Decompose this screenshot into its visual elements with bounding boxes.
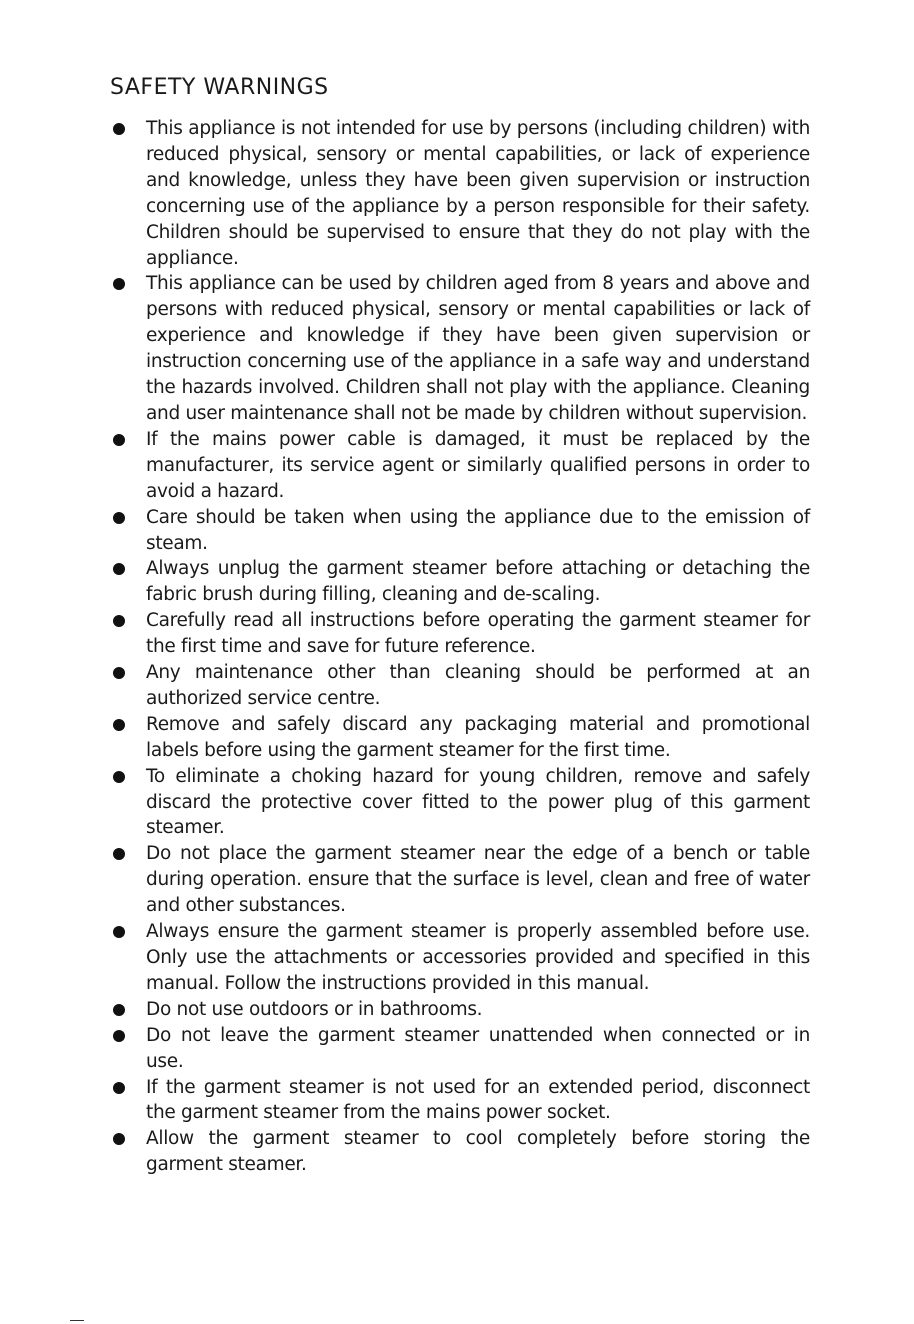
bullet-icon bbox=[113, 1030, 125, 1042]
bullet-icon bbox=[113, 563, 125, 575]
warning-item bbox=[110, 427, 810, 505]
bullet-icon bbox=[113, 123, 125, 135]
bullet-icon bbox=[113, 1004, 125, 1016]
warning-text: Do not use outdoors or in bathrooms. bbox=[146, 998, 483, 1020]
warning-item bbox=[110, 997, 810, 1023]
warning-item bbox=[110, 116, 810, 271]
warning-item bbox=[110, 556, 810, 608]
warning-text: Allow the garment steamer to cool completely before storing the garment steamer. bbox=[146, 1128, 810, 1176]
warning-text: To eliminate a choking hazard for young children, remove and safely discard the protective cover fitted to the power plug of this garment steamer. bbox=[146, 765, 810, 839]
warning-item bbox=[110, 764, 810, 842]
warning-item bbox=[110, 660, 810, 712]
warning-text: If the mains power cable is damaged, it must be replaced by the manufacturer, its service agent or similarly qualified persons in order to avoid a hazard. bbox=[146, 428, 810, 502]
bullet-icon bbox=[113, 1082, 125, 1094]
bullet-icon bbox=[113, 719, 125, 731]
bullet-icon bbox=[113, 667, 125, 679]
safety-warning-list bbox=[110, 116, 810, 1178]
bullet-icon bbox=[113, 926, 125, 938]
warning-text: This appliance can be used by children aged from 8 years and above and persons with reduced physical, sensory or mental capabilities or lack of experience and knowledge if they have been given supervision or instruction concerning use of the appliance in a safe way and understand the hazards involved. Children shall not play with the appliance. Cleaning and user maintenance shall not be made by children without supervision. bbox=[146, 273, 810, 424]
warning-text: Any maintenance other than cleaning should be performed at an authorized service centre. bbox=[146, 662, 810, 709]
warning-item bbox=[110, 1075, 810, 1127]
warning-text: Do not place the garment steamer near the edge of a bench or table during operation. ensure that the surface is level, clean and free of water and other substances. bbox=[146, 843, 810, 917]
page-title: SAFETY WARNINGS bbox=[110, 75, 329, 100]
warning-text: This appliance is not intended for use by persons (including children) with reduced physical, sensory or mental capabilities, or lack of experience and knowledge, unless they have been given supervision or instruction concerning use of the appliance by a person responsible for their safety. Children should be supervised to ensure that they do not play with the appliance. bbox=[146, 118, 810, 269]
warning-item bbox=[110, 1126, 810, 1178]
bullet-icon bbox=[113, 615, 125, 627]
warning-item bbox=[110, 608, 810, 660]
warning-item bbox=[110, 919, 810, 997]
warning-item bbox=[110, 1023, 810, 1075]
bullet-icon bbox=[113, 512, 125, 524]
warning-text: Always unplug the garment steamer before attaching or detaching the fabric brush during filling, cleaning and de-scaling. bbox=[146, 558, 810, 606]
warning-text: Do not leave the garment steamer unattended when connected or in use. bbox=[146, 1024, 810, 1072]
bullet-icon bbox=[113, 278, 125, 290]
warning-item bbox=[110, 841, 810, 919]
warning-item bbox=[110, 712, 810, 764]
warning-item bbox=[110, 271, 810, 426]
warning-text: Remove and safely discard any packaging material and promotional labels before using the garment steamer for the first time. bbox=[146, 713, 810, 761]
bullet-icon bbox=[113, 771, 125, 783]
warning-text: Always ensure the garment steamer is properly assembled before use. Only use the attachments or accessories provided and specified in this manual. Follow the instructions provided in this manual. bbox=[146, 921, 810, 994]
warning-text: Care should be taken when using the appliance due to the emission of steam. bbox=[146, 506, 810, 554]
bullet-icon bbox=[113, 848, 125, 860]
page-edge-mark bbox=[70, 1320, 84, 1321]
bullet-icon bbox=[113, 1133, 125, 1145]
warning-text: Carefully read all instructions before operating the garment steamer for the first time and save for future reference. bbox=[146, 610, 810, 658]
warning-text: If the garment steamer is not used for an extended period, disconnect the garment steamer from the mains power socket. bbox=[146, 1076, 810, 1124]
warning-item bbox=[110, 505, 810, 557]
bullet-icon bbox=[113, 434, 125, 446]
